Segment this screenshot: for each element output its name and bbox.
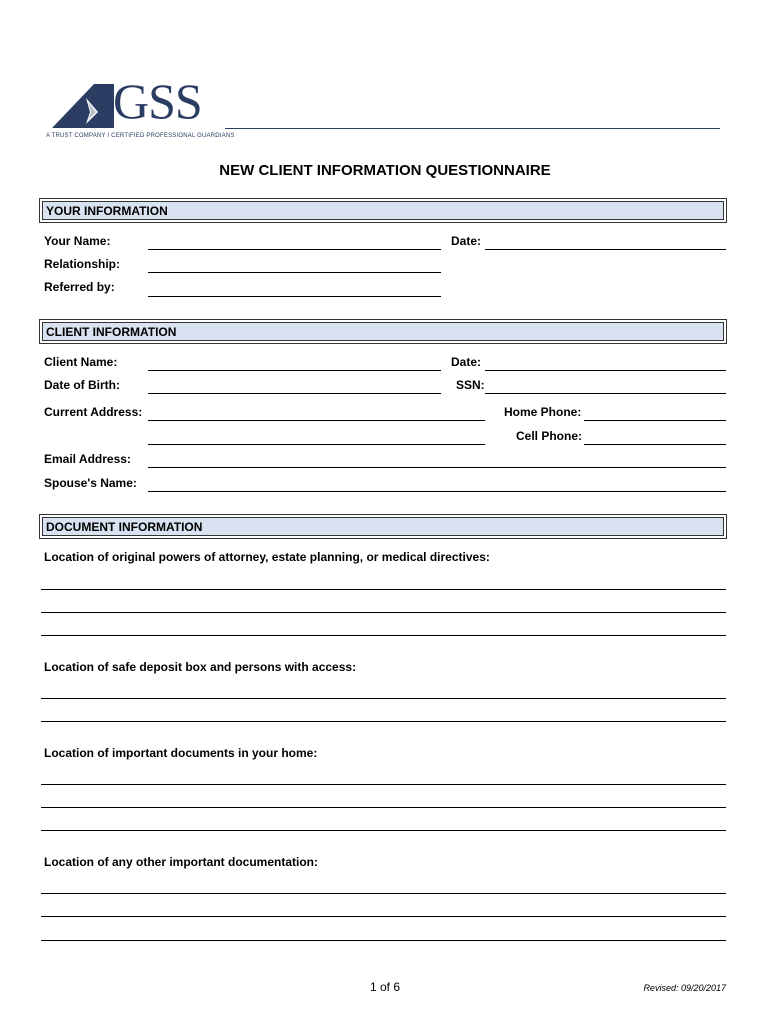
section-heading: DOCUMENT INFORMATION	[42, 517, 724, 536]
current-address-field-1[interactable]	[148, 420, 485, 421]
referred-by-label: Referred by:	[44, 280, 115, 294]
answer-line[interactable]	[41, 830, 726, 831]
client-name-label: Client Name:	[44, 355, 118, 369]
section-client-information	[39, 319, 727, 344]
header-rule	[225, 128, 720, 129]
spouse-name-label: Spouse's Name:	[44, 476, 137, 490]
ssn-label: SSN:	[456, 378, 485, 392]
section-document-information	[39, 514, 727, 539]
page-number: 1 of 6	[369, 980, 401, 994]
company-logo	[46, 73, 235, 142]
answer-line[interactable]	[41, 635, 726, 636]
question-other-documentation: Location of any other important documentation:	[44, 855, 318, 869]
question-powers-of-attorney: Location of original powers of attorney, estate planning, or medical directives:	[44, 550, 490, 564]
cell-phone-field[interactable]	[584, 444, 726, 445]
email-label: Email Address:	[44, 452, 131, 466]
home-phone-field[interactable]	[584, 420, 726, 421]
answer-line[interactable]	[41, 589, 726, 590]
section-heading: YOUR INFORMATION	[42, 201, 724, 220]
revised-date: Revised: 09/20/2017	[643, 983, 726, 993]
dob-field[interactable]	[148, 393, 441, 394]
section-heading: CLIENT INFORMATION	[42, 322, 724, 341]
client-date-field[interactable]	[485, 370, 726, 371]
ssn-field[interactable]	[485, 393, 726, 394]
answer-line[interactable]	[41, 784, 726, 785]
referred-by-field[interactable]	[148, 296, 441, 297]
page-title: NEW CLIENT INFORMATION QUESTIONNAIRE	[219, 162, 551, 179]
client-name-field[interactable]	[148, 370, 441, 371]
question-safe-deposit-box: Location of safe deposit box and persons with access:	[44, 660, 357, 674]
email-field[interactable]	[148, 467, 726, 468]
your-name-field[interactable]	[148, 249, 441, 250]
spouse-name-field[interactable]	[148, 491, 726, 492]
answer-line[interactable]	[41, 940, 726, 941]
current-address-label: Current Address:	[44, 405, 143, 419]
answer-line[interactable]	[41, 916, 726, 917]
answer-line[interactable]	[41, 612, 726, 613]
section-your-information	[39, 198, 727, 223]
dob-label: Date of Birth:	[44, 378, 120, 392]
answer-line[interactable]	[41, 893, 726, 894]
home-phone-label: Home Phone:	[504, 405, 582, 419]
relationship-field[interactable]	[148, 272, 441, 273]
your-name-label: Your Name:	[44, 234, 111, 248]
mountain-logo-icon	[50, 82, 114, 130]
answer-line[interactable]	[41, 807, 726, 808]
current-address-field-2[interactable]	[148, 444, 485, 445]
question-documents-in-home: Location of important documents in your home:	[44, 746, 318, 760]
your-date-field[interactable]	[485, 249, 726, 250]
your-date-label: Date:	[451, 234, 482, 248]
logo-tagline: A TRUST COMPANY I CERTIFIED PROFESSIONAL GUARDIANS	[46, 133, 235, 139]
cell-phone-label: Cell Phone:	[516, 429, 583, 443]
answer-line[interactable]	[41, 721, 726, 722]
client-date-label: Date:	[451, 355, 482, 369]
relationship-label: Relationship:	[44, 257, 121, 271]
answer-line[interactable]	[41, 698, 726, 699]
logo-wordmark: GSS	[113, 73, 202, 129]
